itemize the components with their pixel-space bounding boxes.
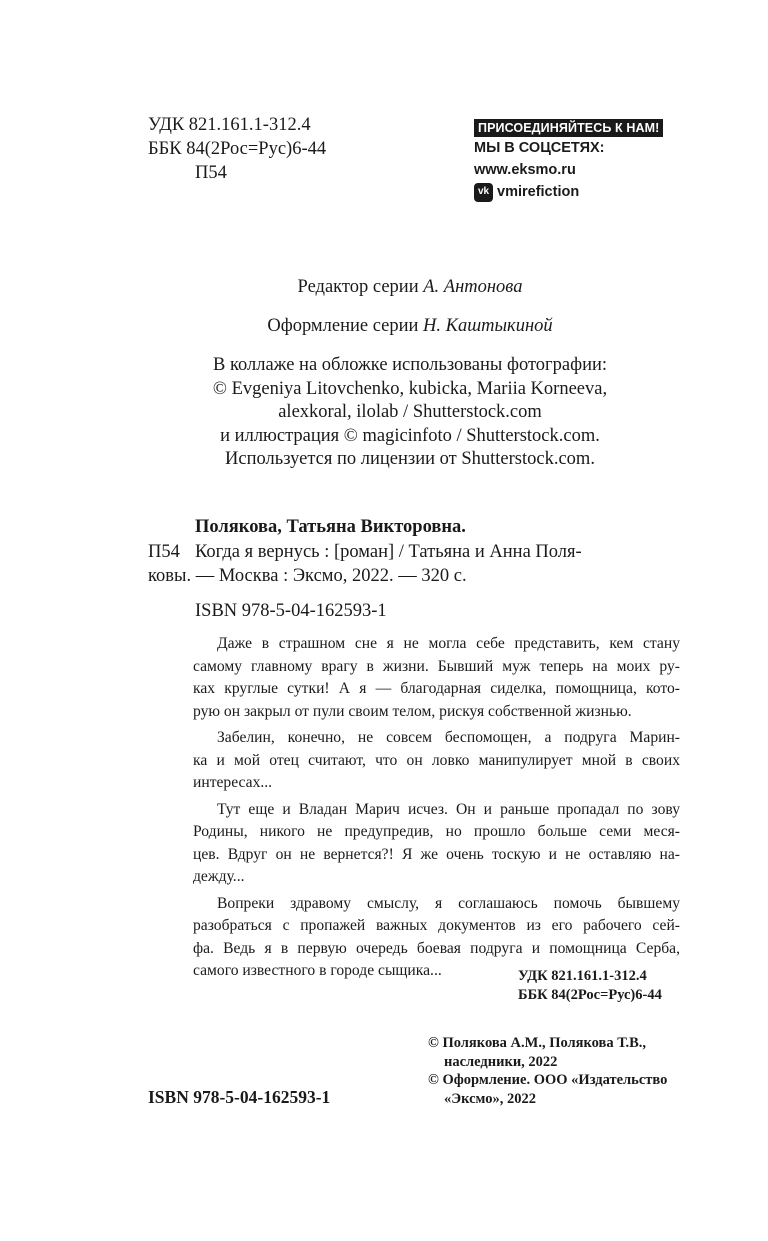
annotation xyxy=(193,633,680,987)
classification-block xyxy=(148,113,326,185)
annotation-line: фа. Ведь я в первую очередь боевая подруга и помощница Серба, xyxy=(193,939,680,957)
author-heading: Полякова, Татьяна Викторовна. xyxy=(195,517,466,537)
annotation-line: самому главному врагу в жизни. Бывший муж теперь на моих ру- xyxy=(193,657,680,675)
series-editor xyxy=(120,276,700,300)
cover-credit-line: alexkoral, ilolab / Shutterstock.com xyxy=(278,402,542,422)
editor-name: А. Антонова xyxy=(423,277,523,297)
cover-credit-line: Используется по лицензии от Shutterstock.com. xyxy=(225,449,595,469)
site-link[interactable]: www.eksmo.ru xyxy=(474,162,576,178)
editor-label: Редактор серии xyxy=(297,277,419,297)
bbk-code-bottom: ББК 84(2Рос=Рус)6-44 xyxy=(518,987,662,1003)
udk-code: УДК 821.161.1-312.4 xyxy=(148,115,311,135)
annotation-line: Вопреки здравому смыслу, я соглашаюсь помочь бывшему xyxy=(217,894,680,912)
copyright-line: «Эксмо», 2022 xyxy=(444,1090,536,1107)
cover-credit-line: © Evgeniya Litovchenko, kubicka, Mariia Korneeva, xyxy=(212,378,608,399)
annotation-line: рую он закрыл от пули своим телом, рискуя собственной жизнью. xyxy=(193,702,632,720)
series-design xyxy=(120,315,700,339)
annotation-line: интересах... xyxy=(193,774,273,791)
annotation-paragraph xyxy=(193,799,680,889)
annotation-line: разобраться с пропажей важных документов из его рабочего сей- xyxy=(193,917,680,934)
design-label: Оформление серии xyxy=(267,316,419,336)
annotation-line: Даже в страшном сне я не могла себе представить, кем стану xyxy=(217,635,680,652)
annotation-line: Родины, никого не предупредив, но прошло больше семи меся- xyxy=(193,823,680,840)
design-name: Н. Каштыкиной xyxy=(423,316,553,336)
biblio-isbn: ISBN 978-5-04-162593-1 xyxy=(195,600,387,621)
join-banner: ПРИСОЕДИНЯЙТЕСЬ К НАМ! xyxy=(474,119,663,137)
copyright-block xyxy=(428,1034,688,1108)
annotation-line: цев. Вдруг он не вернется?! Я же очень тоскую и не оставляю на- xyxy=(193,845,680,863)
annotation-paragraph xyxy=(193,727,680,795)
author-sign: П54 xyxy=(195,163,227,183)
cover-credit-line: В коллаже на обложке использованы фотографии: xyxy=(212,355,608,375)
annotation-line: самого известного в городе сыщика... xyxy=(193,962,442,979)
isbn-bottom: ISBN 978-5-04-162593-1 xyxy=(148,1087,331,1107)
biblio-imprint-line: ковы. — Москва : Эксмо, 2022. — 320 с. xyxy=(148,566,467,586)
annotation-line: Тут еще и Владан Марич исчез. Он и раньше пропадал по зову xyxy=(217,800,680,818)
cover-credits xyxy=(120,354,700,472)
annotation-line: ках круглые сутки! А я — благодарная сиделка, помощница, кото- xyxy=(193,680,680,697)
biblio-title-line: Когда я вернусь : [роман] / Татьяна и Анна Поля- xyxy=(195,541,582,562)
annotation-paragraph xyxy=(193,633,680,723)
annotation-line: Забелин, конечно, не совсем беспомощен, а подруга Марин- xyxy=(217,729,680,746)
biblio-code: П54 xyxy=(148,541,180,562)
udk-code-bottom: УДК 821.161.1-312.4 xyxy=(518,968,647,984)
social-subtitle: МЫ В СОЦСЕТЯХ: xyxy=(474,140,605,156)
classification-bottom xyxy=(518,967,662,1005)
vk-icon: vk xyxy=(474,183,493,202)
cover-credit-line: и иллюстрация © magicinfoto / Shutterstock.com. xyxy=(220,425,600,446)
vk-handle[interactable]: vmirefiction xyxy=(497,184,580,200)
annotation-line: ка и мой отец считают, что он ловко манипулирует мной в своих xyxy=(193,751,680,769)
copyright-line: © Оформление. ООО «Издательство xyxy=(428,1072,668,1088)
copyright-line: наследники, 2022 xyxy=(444,1053,558,1070)
annotation-line: дежду... xyxy=(193,868,245,885)
bibliographic-entry xyxy=(148,515,680,623)
social-block xyxy=(474,119,663,203)
bbk-code: ББК 84(2Рос=Рус)6-44 xyxy=(148,139,327,159)
copyright-line: © Полякова А.М., Полякова Т.В., xyxy=(428,1035,647,1051)
